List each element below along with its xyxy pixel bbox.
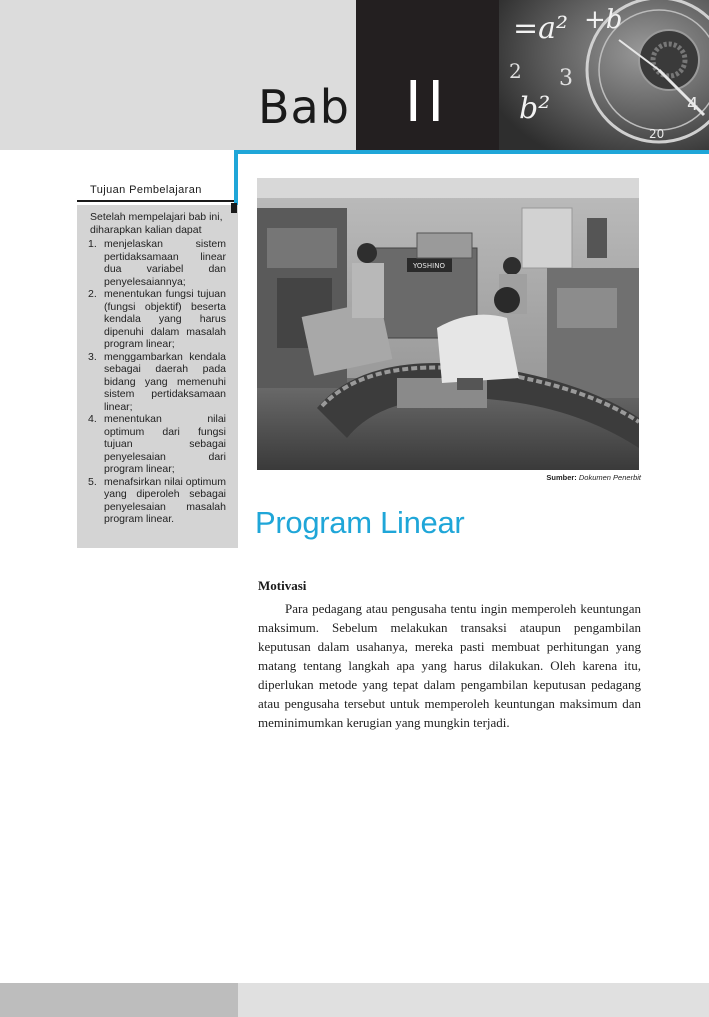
chapter-title: Program Linear — [255, 505, 465, 540]
sidebar-title-rule — [77, 200, 234, 202]
bab-label: Bab — [258, 80, 350, 134]
accent-rule-vertical — [234, 150, 238, 208]
machine-label: YOSHINO — [413, 262, 445, 270]
learning-objectives-title: Tujuan Pembelajaran — [90, 184, 202, 196]
learning-objectives-intro: Setelah mempelajari bab ini, diharapkan kalian dapat — [90, 211, 223, 236]
list-item-number: 5. — [88, 475, 97, 488]
list-item — [88, 238, 226, 288]
svg-text:b²: b² — [519, 91, 551, 126]
learning-objectives-list — [88, 238, 226, 526]
sidebar-corner-mark — [231, 203, 237, 213]
list-item — [88, 351, 226, 414]
header-decorative-image — [499, 0, 709, 150]
svg-text:+b: +b — [584, 5, 623, 35]
caption-label: Sumber: — [546, 473, 577, 482]
list-item-text: menentukan nilai optimum dari fungsi tujuan sebagai penyelesaian dari program linear; — [104, 413, 226, 475]
caption-source: Dokumen Penerbit — [578, 473, 641, 482]
photo-caption — [440, 473, 641, 482]
svg-text:=a²: =a² — [513, 11, 569, 46]
svg-text:3: 3 — [559, 66, 573, 91]
factory-photo — [257, 178, 639, 470]
footer-band-right — [238, 983, 709, 1017]
list-item-text: menafsirkan nilai optimum yang diperoleh sebagai penyelesaian masalah program linear. — [104, 475, 226, 525]
list-item-text: menggambarkan kendala sebagai daerah pada bidang yang memenuhi sistem pertidaksamaan linear; — [104, 350, 226, 413]
list-item — [88, 413, 226, 476]
chapter-number: II — [404, 70, 451, 135]
accent-rule-horizontal — [234, 150, 709, 154]
list-item-number: 2. — [88, 288, 97, 300]
list-item — [88, 288, 226, 351]
motivasi-heading: Motivasi — [258, 578, 307, 593]
chapter-number-box — [356, 0, 499, 150]
motivasi-paragraph: Para pedagang atau pengusaha tentu ingin memperoleh keuntungan maksimum. Sebelum melakukan transaksi ataupun pengambilan keputusan dalam usahanya, mereka pasti membuat perhitungan yang matang tentang langkah apa yang harus dilakukan. Oleh karena itu, diperlukan metode yang tepat dalam pengambilan keputusan pedagang atau pengusaha tersebut untuk memperoleh keuntungan maksimum dan meminimumkan kerugian yang mungkin terjadi. — [258, 601, 641, 730]
list-item-number: 4. — [88, 413, 97, 425]
clock-math-icon — [499, 0, 709, 150]
svg-text:2: 2 — [509, 59, 522, 83]
svg-text:4: 4 — [687, 94, 699, 115]
list-item-text: menentukan fungsi tujuan (fungsi objektif) beserta kendala yang harus dipenuhi dalam masalah program linear; — [104, 288, 226, 350]
svg-text:20: 20 — [649, 127, 665, 141]
list-item — [88, 476, 226, 526]
footer-band-left — [0, 983, 238, 1017]
factory-workers-illustration — [257, 178, 639, 470]
list-item-number: 3. — [88, 350, 97, 363]
list-item-text: menjelaskan sistem pertidaksamaan linear dua variabel dan penyelesaiannya; — [104, 238, 226, 288]
list-item-number: 1. — [88, 238, 97, 250]
